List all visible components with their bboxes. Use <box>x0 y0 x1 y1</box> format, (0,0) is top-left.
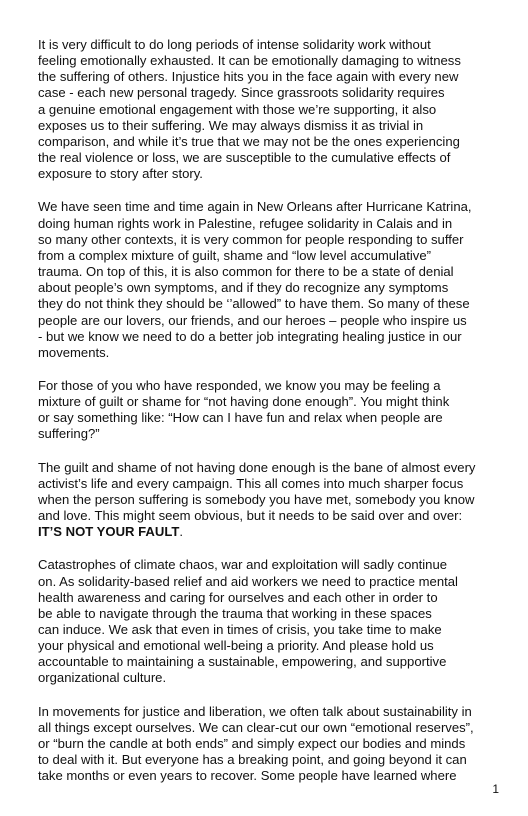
text-line: and love. This might seem obvious, but it needs to be said over and over: <box>38 508 463 524</box>
text-line: organizational culture. <box>38 670 167 686</box>
text-line: feeling emotionally exhausted. It can be emotionally damaging to witness <box>38 53 461 69</box>
text-line: from a complex mixture of guilt, shame and “low level accumulative” <box>38 247 431 263</box>
text-line: about people’s own symptoms, and if they do recognize any symptoms <box>38 280 449 296</box>
text-line: mixture of guilt or shame for “not having done enough”. You might think <box>38 394 450 410</box>
text-line: It is very difficult to do long periods of intense solidarity work without <box>38 37 431 52</box>
text-line: In movements for justice and liberation, we often talk about sustainability in <box>38 703 472 719</box>
emphasis-punctuation: . <box>179 524 184 540</box>
paragraph-6 <box>38 704 500 785</box>
text-line: can induce. We ask that even in times of crisis, you take time to make <box>38 622 442 637</box>
paragraph-4 <box>38 460 500 541</box>
text-line: people are our lovers, our friends, and our heroes – people who inspire us <box>38 312 467 328</box>
text-line: or say something like: “How can I have fun and relax when people are <box>38 410 443 426</box>
text-line: take months or even years to recover. Some people have learned where <box>38 768 457 784</box>
text-line: so many other contexts, it is very common for people responding to suffer <box>38 231 464 247</box>
emphasis-text: IT’S NOT YOUR FAULT <box>38 524 180 540</box>
text-line: We have seen time and time again in New Orleans after Hurricane Katrina, <box>38 199 472 215</box>
text-line: the real violence or loss, we are susceptible to the cumulative effects of <box>38 150 451 166</box>
emphasis-line <box>38 524 500 540</box>
text-line: health awareness and caring for ourselves and each other in order to <box>38 589 438 605</box>
text-line: For those of you who have responded, we know you may be feeling a <box>38 377 441 393</box>
text-line: - but we know we need to do a better job integrating healing justice in our <box>38 328 462 344</box>
paragraph-3 <box>38 378 500 443</box>
text-line: a genuine emotional engagement with those we’re supporting, it also <box>38 101 437 117</box>
paragraph-2 <box>38 199 500 361</box>
text-line: accountable to maintaining a sustainable, empowering, and supportive <box>38 654 447 670</box>
text-line: movements. <box>38 344 110 360</box>
text-line: The guilt and shame of not having done enough is the bane of almost every <box>38 459 476 475</box>
text-line: Catastrophes of climate chaos, war and exploitation will sadly continue <box>38 557 448 573</box>
paragraph-5 <box>38 557 500 686</box>
text-line: case - each new personal tragedy. Since grassroots solidarity requires <box>38 85 445 101</box>
text-line: the suffering of others. Injustice hits you in the face again with every new <box>38 69 459 85</box>
text-line: doing human rights work in Palestine, refugee solidarity in Calais and in <box>38 215 453 231</box>
text-line: exposure to story after story. <box>38 166 203 182</box>
page-body <box>38 37 500 801</box>
text-line: activist’s life and every campaign. This all comes into much sharper focus <box>38 475 464 491</box>
text-line: or “burn the candle at both ends” and simply expect our bodies and minds <box>38 735 466 751</box>
text-line: when the person suffering is somebody you have met, somebody you know <box>38 491 475 507</box>
text-line: all things except ourselves. We can clear-cut our own “emotional reserves”, <box>38 719 474 735</box>
page-number: 1 <box>492 782 499 796</box>
text-line: your physical and emotional well-being a priority. And please hold us <box>38 638 434 654</box>
text-line: be able to navigate through the trauma that working in these spaces <box>38 605 432 621</box>
text-line: they do not think they should be ‘’allowed” to have them. So many of these <box>38 296 470 312</box>
text-line: to deal with it. But everyone has a breaking point, and going beyond it can <box>38 752 467 768</box>
text-line: trauma. On top of this, it is also common for there to be a state of denial <box>38 264 454 280</box>
text-line: suffering?” <box>38 426 100 442</box>
text-line: exposes us to their suffering. We may always dismiss it as trivial in <box>38 117 424 133</box>
text-line: comparison, and while it’s true that we may not be the ones experiencing <box>38 133 460 149</box>
text-line: on. As solidarity-based relief and aid workers we need to practice mental <box>38 573 458 589</box>
paragraph-1 <box>38 37 500 182</box>
